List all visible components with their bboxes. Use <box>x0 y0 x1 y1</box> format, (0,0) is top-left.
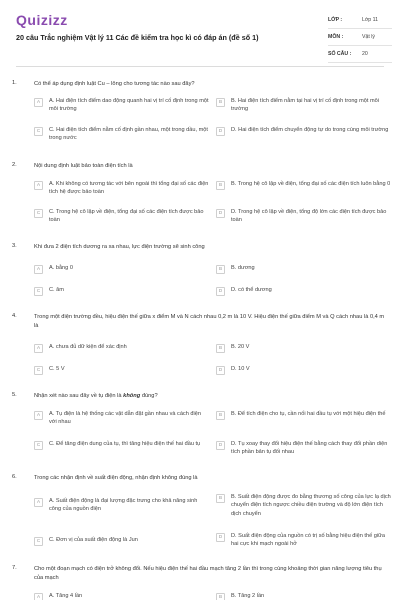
question-number: 5. <box>12 392 17 398</box>
option-key: C <box>34 537 43 546</box>
option-key: A <box>34 593 43 600</box>
meta-box <box>328 12 392 63</box>
option-key: B <box>216 265 225 274</box>
option-text: B. Suất điện động được đo bằng thương số công của lực lạ dịch chuyển điện tích ngược chiều điện trường và độ lớn điện tích dịch chuyển <box>231 494 391 517</box>
question-number: 2. <box>12 162 17 168</box>
meta-label: MÔN : <box>328 34 344 40</box>
meta-label: SỐ CÂU : <box>328 51 352 57</box>
option-key: B <box>216 98 225 107</box>
option-key: A <box>34 411 43 420</box>
option-key: D <box>216 366 225 375</box>
question-text: Trong các nhận định về suất điện động, nhận định không đúng là <box>34 475 198 481</box>
option-b[interactable] <box>216 493 392 518</box>
option-key: C <box>34 127 43 136</box>
option-key: C <box>34 209 43 218</box>
option-key: A <box>34 344 43 353</box>
option-text: A. bằng 0 <box>49 265 73 271</box>
option-text: A. chưa đủ dữ kiện để xác định <box>49 344 127 350</box>
question-text: Khi đưa 2 điện tích dương ra xa nhau, lực điện trường sẽ sinh công <box>34 244 205 250</box>
question-number: 3. <box>12 243 17 249</box>
option-text: C. Trong hệ cô lập về điện, tổng đại số các điện tích được bảo toàn <box>49 209 204 224</box>
emphasis-word: không <box>123 393 141 399</box>
option-a[interactable] <box>34 180 210 197</box>
option-a[interactable] <box>34 592 210 600</box>
option-a[interactable] <box>34 264 210 274</box>
option-key: A <box>34 181 43 190</box>
meta-value: Vật lý <box>362 34 375 40</box>
option-text: D. có thể dương <box>231 287 272 293</box>
option-b[interactable] <box>216 97 392 114</box>
option-key: D <box>216 533 225 542</box>
option-a[interactable] <box>34 497 210 514</box>
option-text: A. Suất điện động là đại lượng đặc trưng cho khả năng sinh công của nguồn điện <box>49 498 198 513</box>
option-key: D <box>216 209 225 218</box>
option-key: C <box>34 287 43 296</box>
option-b[interactable] <box>216 180 392 190</box>
option-text: B. Trong hệ cô lập về điện, tổng đại số các điện tích luôn bằng 0 <box>231 181 391 187</box>
option-b[interactable] <box>216 410 392 420</box>
option-text: A. Tụ điện là hệ thống các vật dẫn đặt gần nhau và cách điện với nhau <box>49 411 201 426</box>
option-b[interactable] <box>216 343 392 353</box>
option-text: B. dương <box>231 265 255 271</box>
option-key: A <box>34 265 43 274</box>
option-key: A <box>34 98 43 107</box>
option-key: B <box>216 593 225 600</box>
option-text: D. Hai điện tích điểm chuyển động tự do trong cùng môi trường <box>231 127 389 133</box>
option-text: B. Hai điện tích điểm nằm tại hai vị trí cố định trong một môi trường <box>231 98 379 113</box>
option-d[interactable] <box>216 208 392 225</box>
option-text: C. Để tăng điện dung của tụ, thì tăng hiệu điện thế hai đầu tụ <box>49 441 201 447</box>
option-c[interactable] <box>34 440 210 450</box>
option-text: A. Khi không có tương tác với bên ngoài thì tổng đại số các điện tích hệ được bảo toàn <box>49 181 209 196</box>
option-c[interactable] <box>34 126 210 143</box>
question-text-part: Nhận xét nào sau đây về tụ điện là <box>34 393 124 399</box>
option-key: A <box>34 498 43 507</box>
option-key: D <box>216 287 225 296</box>
question-text: Nội dung định luật bảo toàn điện tích là <box>34 163 133 169</box>
question-number: 4. <box>12 313 17 319</box>
option-text: D. Suất điện động của nguồn có trị số bằng hiệu điện thế giữa hai cực khi mạch ngoài hở <box>231 533 385 548</box>
option-key: B <box>216 181 225 190</box>
option-text: B. Để tích điện cho tụ, cần nối hai đầu tụ với một hiệu điện thế <box>231 411 386 417</box>
question-text: Trong một điện trường đều, hiệu điện thế giữa x điểm M và N cách nhau 0,2 m là 10 V. Hiệu điện thế giữa điểm M và Q cách nhau là 0,4 m là <box>34 314 385 329</box>
question-text: Có thể áp dụng định luật Cu – lông cho tương tác nào sau đây? <box>34 81 195 87</box>
option-b[interactable] <box>216 264 392 274</box>
meta-value: 20 <box>362 51 368 57</box>
quizizz-logo: Quizizz <box>16 12 68 28</box>
option-text: C. Hai điện tích điểm nằm cố định gần nhau, một trong dầu, một trong nước <box>49 127 208 142</box>
option-text: B. 20 V <box>231 344 250 350</box>
option-a[interactable] <box>34 410 210 427</box>
option-text: B. Tăng 2 lần <box>231 593 265 599</box>
option-text: D. 10 V <box>231 366 250 372</box>
page-title: 20 câu Trắc nghiệm Vật lý 11 Các đề kiểm tra học kì có đáp án (đề số 1) <box>16 33 259 42</box>
question-number: 1. <box>12 80 17 86</box>
question-number: 6. <box>12 474 17 480</box>
option-key: B <box>216 411 225 420</box>
question-number: 7. <box>12 565 17 571</box>
option-key: B <box>216 494 225 503</box>
meta-row-class <box>328 12 392 29</box>
question-text <box>34 392 386 401</box>
meta-row-subject <box>328 29 392 46</box>
header-divider <box>16 66 384 67</box>
question-text: Cho một đoạn mạch có điện trở không đổi. Nếu hiệu điện thế hai đầu mạch tăng 2 lần thì trong cùng khoảng thời gian năng lượng tiêu thụ của mạch <box>34 566 382 581</box>
option-a[interactable] <box>34 343 210 353</box>
meta-row-count <box>328 46 392 63</box>
option-c[interactable] <box>34 208 210 225</box>
meta-label: LỚP : <box>328 17 343 23</box>
option-text: C. âm <box>49 287 64 293</box>
question-text-part: đúng? <box>140 393 158 399</box>
option-text: A. Tăng 4 lần <box>49 593 83 599</box>
option-c[interactable] <box>34 536 210 546</box>
option-text: C. 5 V <box>49 366 65 372</box>
option-d[interactable] <box>216 286 392 296</box>
option-key: D <box>216 127 225 136</box>
option-text: D. Tụ xoay thay đổi hiệu điện thế bằng cách thay đổi phần diện tích phần bản tụ đối nhau <box>231 441 388 456</box>
meta-value: Lớp 11 <box>362 17 378 23</box>
option-a[interactable] <box>34 97 210 114</box>
option-c[interactable] <box>34 286 210 296</box>
option-d[interactable] <box>216 126 392 136</box>
option-text: A. Hai điện tích điểm dao động quanh hai vị trí cố định trong một môi trường <box>49 98 209 113</box>
option-c[interactable] <box>34 365 210 375</box>
option-d[interactable] <box>216 365 392 375</box>
option-key: B <box>216 344 225 353</box>
option-key: C <box>34 441 43 450</box>
option-d[interactable] <box>216 532 392 549</box>
option-b[interactable] <box>216 592 392 600</box>
option-d[interactable] <box>216 440 392 457</box>
option-text: C. Đơn vị của suất điện động là Jun <box>49 537 138 543</box>
option-key: C <box>34 366 43 375</box>
option-text: D. Trong hệ cô lập về điện, tổng độ lớn các điện tích được bảo toàn <box>231 209 387 224</box>
option-key: D <box>216 441 225 450</box>
